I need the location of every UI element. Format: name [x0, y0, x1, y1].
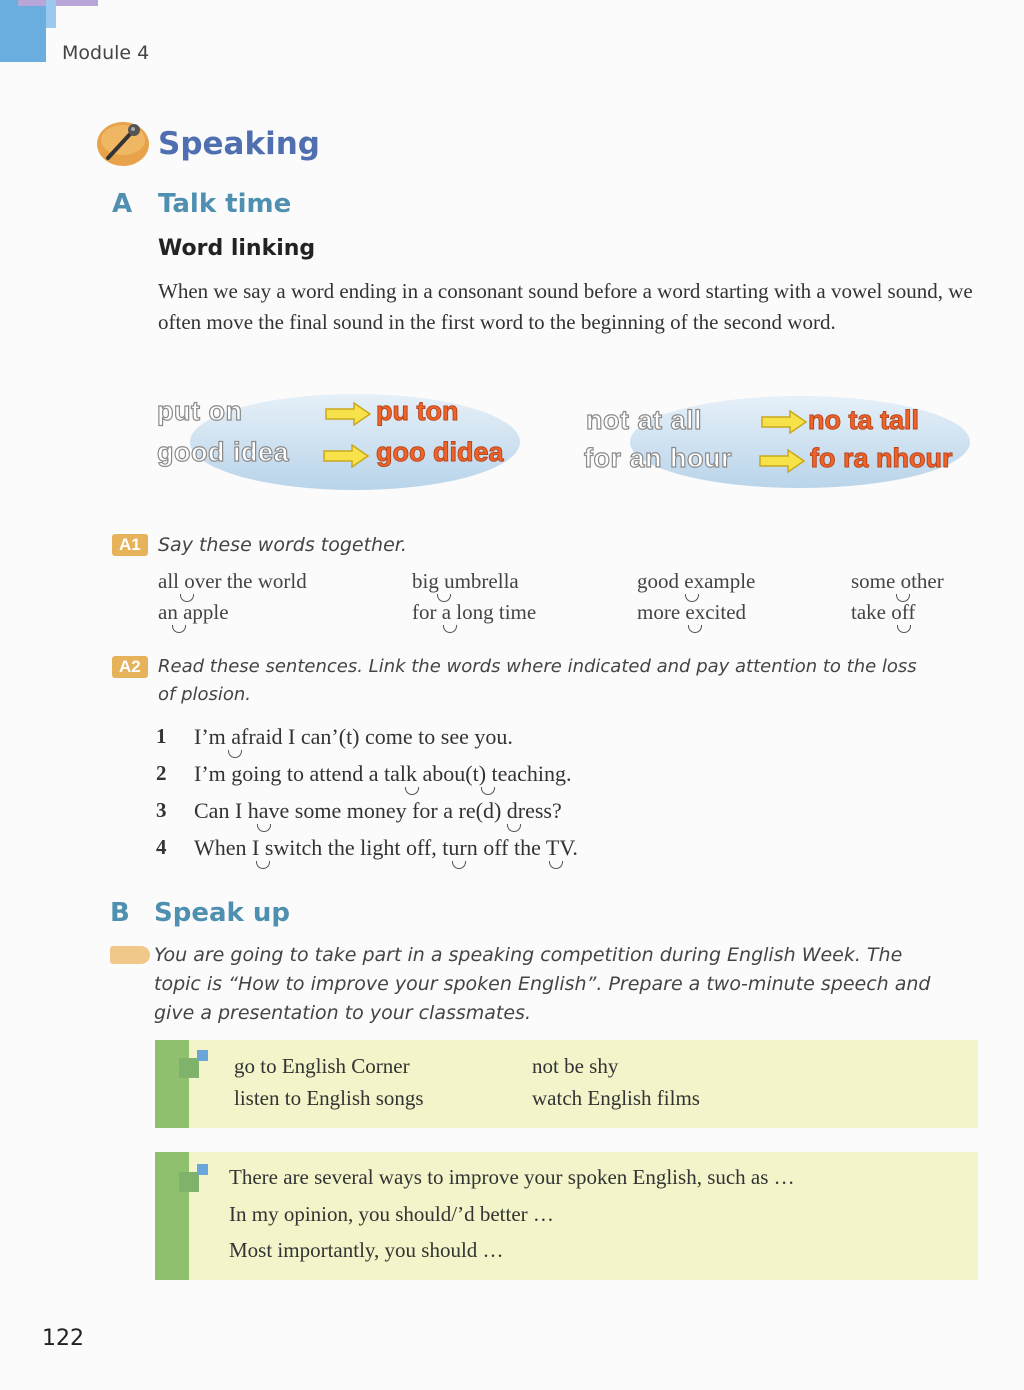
- sentence-number: 4: [156, 835, 167, 859]
- example-from: good idea: [157, 437, 289, 467]
- phrases-box-square-small: [197, 1164, 208, 1175]
- page-number: 122: [42, 1326, 84, 1351]
- link-mark: [443, 625, 457, 633]
- link-mark: [405, 787, 419, 795]
- module-label: Module 4: [62, 42, 150, 64]
- ideas-box-bar: [155, 1040, 189, 1128]
- idea-item: not be shy: [532, 1054, 619, 1078]
- sentence-number: 1: [156, 724, 167, 748]
- section-a-title: Talk time: [158, 189, 292, 219]
- link-mark: [256, 861, 270, 869]
- ideas-box-square: [179, 1058, 199, 1078]
- example-to: fo ra nhour: [810, 443, 953, 473]
- task-badge: [110, 946, 150, 964]
- linking-phrase: good example: [637, 569, 756, 593]
- useful-phrase: Most importantly, you should …: [229, 1238, 504, 1262]
- section-a-letter: A: [112, 189, 133, 219]
- useful-phrase: In my opinion, you should/’d better …: [229, 1202, 554, 1226]
- a2-instruction-cont: of plosion.: [158, 684, 252, 705]
- arrow-right-icon: [324, 402, 372, 426]
- example-to: pu ton: [376, 396, 459, 426]
- link-mark: [507, 824, 521, 832]
- linking-phrase: more excited: [637, 600, 747, 624]
- arrow-right-icon: [760, 410, 808, 434]
- link-mark: [897, 625, 911, 633]
- example-from: for an hour: [584, 443, 732, 473]
- arrow-right-icon: [322, 444, 370, 468]
- speaking-title: Speaking: [158, 126, 320, 162]
- sentence-number: 2: [156, 761, 167, 785]
- ideas-box: [155, 1040, 978, 1128]
- corner-decoration-accent: [46, 0, 56, 28]
- link-mark: [172, 625, 186, 633]
- phrases-box-square: [179, 1172, 199, 1192]
- linking-phrase: for a long time: [412, 600, 537, 624]
- linking-phrase: big umbrella: [412, 569, 519, 593]
- idea-item: listen to English songs: [234, 1086, 424, 1110]
- useful-phrase: There are several ways to improve your spoken English, such as …: [229, 1165, 795, 1189]
- task-instruction-cont: give a presentation to your classmates.: [154, 1002, 531, 1024]
- arrow-right-icon: [758, 449, 806, 473]
- linking-phrase: take off: [851, 600, 916, 624]
- example-from: put on: [157, 396, 243, 426]
- link-mark: [228, 750, 242, 758]
- idea-item: watch English films: [532, 1086, 700, 1110]
- section-b-title: Speak up: [154, 898, 290, 928]
- example-from: not at all: [586, 405, 703, 435]
- task-instruction: You are going to take part in a speaking competition during English Week. The: [154, 944, 903, 966]
- word-linking-explanation: When we say a word ending in a consonant sound before a word starting with a vowel sound, we often move the final sound in the first word to the beginning of the second word.: [158, 279, 973, 334]
- linking-phrase: an apple: [158, 600, 229, 624]
- sentence: I’m afraid I can’(t) come to see you.: [194, 724, 513, 749]
- example-to: goo didea: [376, 437, 504, 467]
- linking-phrase: some other: [851, 569, 944, 593]
- task-instruction-cont: topic is “How to improve your spoken English”. Prepare a two-minute speech and: [154, 973, 931, 995]
- corner-decoration-stripe: [18, 0, 98, 6]
- a1-badge: A1: [112, 534, 148, 556]
- a1-instruction: Say these words together.: [158, 534, 407, 556]
- linking-phrase: all over the world: [158, 569, 307, 593]
- ideas-box-square-small: [197, 1050, 208, 1061]
- word-linking-heading: Word linking: [158, 236, 316, 261]
- link-mark: [688, 625, 702, 633]
- corner-decoration: [0, 0, 46, 62]
- sentence-number: 3: [156, 798, 167, 822]
- idea-item: go to English Corner: [234, 1054, 410, 1078]
- link-mark: [481, 787, 495, 795]
- link-mark: [257, 824, 271, 832]
- section-b-letter: B: [110, 898, 130, 928]
- phrases-box: [155, 1152, 978, 1280]
- sentence: I’m going to attend a talk abou(t) teaching.: [194, 761, 572, 786]
- sentence: Can I have some money for a re(d) dress?: [194, 798, 562, 823]
- example-to: no ta tall: [808, 405, 920, 435]
- link-mark: [549, 861, 563, 869]
- microphone-icon: [96, 118, 152, 168]
- sentence: When I switch the light off, turn off the TV.: [194, 835, 578, 860]
- link-mark: [452, 861, 466, 869]
- a2-instruction: Read these sentences. Link the words where indicated and pay attention to the loss: [158, 656, 917, 677]
- a2-badge: A2: [112, 656, 148, 678]
